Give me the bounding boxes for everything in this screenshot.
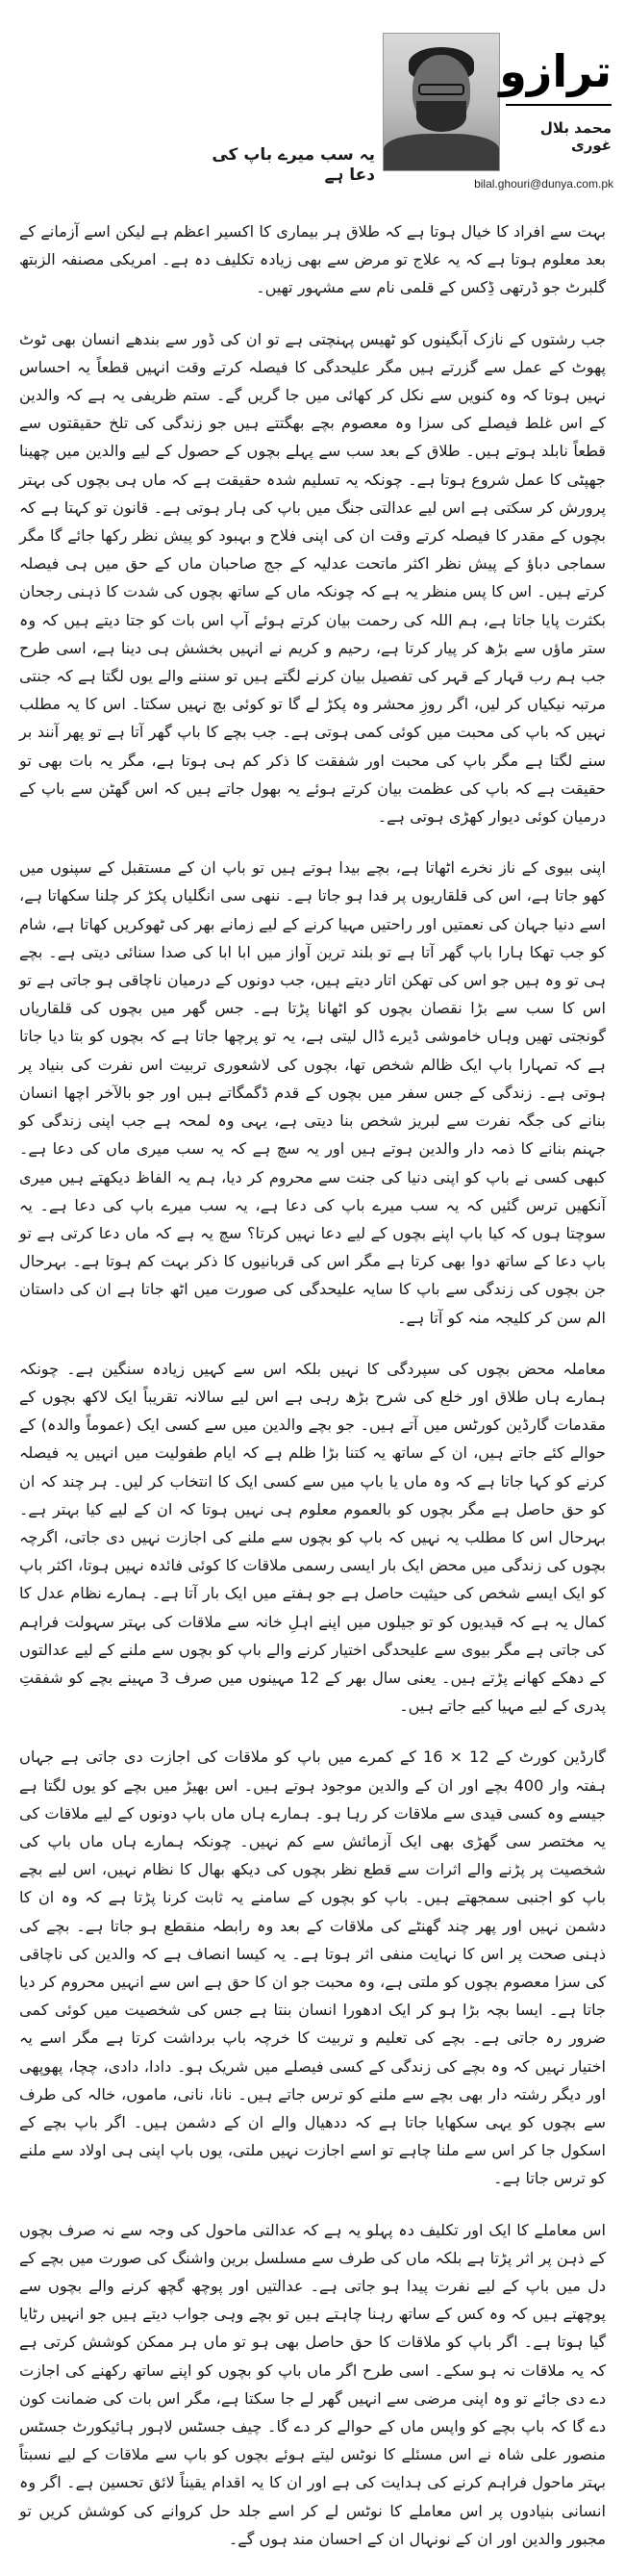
column-body <box>19 217 606 2576</box>
column-logo: ترازو <box>499 45 612 97</box>
author-photo-beard <box>416 101 466 132</box>
paragraph: جب رشتوں کے نازک آبگینوں کو ٹھیس پہنچتی ہے تو ان کی ڈور سے بندھے انسان بھی ٹوٹ پھوٹ کے عمل سے گزرتے ہیں مگر علیحدگی کا فیصلہ کرتے وقت انہیں قطعاً یہ احساس نہیں ہوتا کہ وہ کنویں سے نکل کر کھائی میں جا گریں گے۔ ستم ظریفی یہ ہے کہ والدین کے اس غلط فیصلے کی سزا وہ معصوم بچے بھگتتے ہیں جو زندگی کی تلخ حقیقتوں سے قطعاً نابلد ہوتے ہیں۔ طلاق کے بعد سب سے پہلے بچوں کے حصول کے لیے والدین میں چھینا جھپٹی کا عمل شروع ہوتا ہے۔ چونکہ یہ تسلیم شدہ حقیقت ہے کہ ماں ہی بچوں کی بہتر پرورش کر سکتی ہے اس لیے عدالتی جنگ میں باپ کی ہار ہوتی ہے۔ قانون تو کہتا ہے کہ بچوں کے مقدر کا فیصلہ کرتے وقت ان کی اپنی فلاح و بہبود کو پیش نظر رکھا جائے گا مگر سماجی دباؤ کے پیش نظر اکثر ماتحت عدلیہ کے جج صاحبان ماں کے حق میں ہی فیصلہ کرتے ہیں۔ اس کا پس منظر یہ ہے کہ چونکہ ماں کے ساتھ بچوں کی شدت کا ذہنی رجحان بکثرت پایا جاتا ہے، ہم اللہ کی رحمت بیان کرتے ہوئے آپ اس بات کو جتا دیتے ہیں کہ وہ ستر ماؤں سے بڑھ کر پیار کرتا ہے، رحیم و کریم نے انہیں بخشش ہی دینا ہے، اسی طرح جب ہم رب قہار کے قہر کی تفصیل بیان کرنے لگتے ہیں تو سننے والے یوں لگتا ہے کہ جنتی مرتبہ نیکیاں کر لیں، اگر روزِ محشر وہ پکڑ لے گا تو کوئی بچ نہیں سکتا۔ اس کا یہ مطلب نہیں کہ باپ کی محبت میں کوئی کمی ہوتی ہے۔ جب بچے کا باپ گھر آتا ہے تو پھر آنند بر سنے لگتا ہے مگر باپ کی محبت اور شفقت کا ذکر کم ہی ہوتا ہے، مگر یہ بات بھی تو حقیقت ہے کہ باپ کی عظمت بیان کرتے ہوئے یہ بھول جاتے ہیں کہ اس گھٹن سے باپ کے درمیان کوئی دیوار کھڑی ہوتی ہے۔ <box>19 329 606 827</box>
paragraph: بہت سے افراد کا خیال ہوتا ہے کہ طلاق ہر بیماری کا اکسیر اعظم ہے لیکن اسے آزمانے کے بعد معلوم ہوتا ہے کہ یہ علاج تو مرض سے بھی زیادہ تکلیف دہ ہے۔ امریکی مصنفہ الزبتھ گلبرٹ جو ڈرتھی ڈِکس کے قلمی نام سے مشہور تھیں۔ <box>19 222 606 297</box>
paragraph: اس معاملے کا ایک اور تکلیف دہ پہلو یہ ہے کہ عدالتی ماحول کی وجہ سے نہ صرف بچوں کے ذہن پر اثر پڑتا ہے بلکہ ماں کی طرف سے مسلسل برین واشنگ کی صورت میں بچے کے دل میں باپ کے لیے نفرت پیدا ہو جاتی ہے۔ عدالتیں اور پوچھ گچھ کرنے والے بچوں سے پوچھتے ہیں کہ وہ کس کے ساتھ رہنا چاہتے ہیں تو بچے وہی جواب دیتے ہیں جو انہیں رٹایا گیا ہوتا ہے۔ اگر باپ کو ملاقات کا حق حاصل بھی ہو تو ماں ہر ممکن کوشش کرتی ہے کہ یہ ملاقات نہ ہو سکے۔ اسی طرح اگر ماں باپ کو بچوں کو اپنے ساتھ رکھنے کی اجازت دے دی جائے تو وہ اپنی مرضی سے انہیں گھر لے جا سکتا ہے، مگر اس بات کی ضمانت کون دے گا کہ باپ بچے کو واپس ماں کے حوالے کر دے گا۔ چیف جسٹس لاہور ہائیکورٹ جسٹس منصور علی شاہ نے اس مسئلے کا نوٹس لیتے ہوئے بچوں کو باپ سے ملاقات کے لیے نسبتاً بہتر ماحول فراہم کرنے کی ہدایت کی ہے اور ان کا یہ اقدام یقیناً لائق تحسین ہے۔ اگر وہ انسانی بنیادوں پر اس معاملے کا نوٹس لے کر اسے جلد حل کروانے کی کوشش کریں تو مجبور والدین اور ان کے نونہال ان کے احسان مند ہوں گے۔ <box>19 2220 606 2548</box>
column-header <box>0 0 625 202</box>
logo-underline <box>506 104 612 106</box>
author-photo-glasses <box>418 84 464 95</box>
paragraph: اپنی بیوی کے ناز نخرے اٹھاتا ہے، بچے بیدا ہوتے ہیں تو باپ ان کے مستقبل کے سپنوں میں کھو جاتا ہے، اس کی قلقاریوں پر فدا ہو جاتا ہے۔ ننھی سی انگلیاں پکڑ کر چلنا سکھاتا ہے، اسے دنیا جہان کی نعمتیں اور راحتیں مہیا کرنے کے لیے زمانے بھر کی ٹھوکریں کھاتا ہے، شام کو جب تھکا ہارا باپ گھر آتا ہے تو بلند ترین آواز میں ابا ابا کی صدا سنائی دیتی ہے۔ بچے ہی تو وہ ہیں جو اس کی تھکن اتار دیتے ہیں، جب دونوں کے درمیان ناچاقی ہو جاتی ہے تو اس کا سب سے بڑا نقصان بچوں کو اٹھانا پڑتا ہے۔ جس گھر میں بچوں کی قلقاریاں گونجتی تھیں وہاں خاموشی ڈیرے ڈال لیتی ہے، یہ تو پرچھا جاتا ہے کہ بچوں کو بتا دیا جاتا ہے کہ تمہارا باپ ایک ظالم شخص تھا، بچوں کی لاشعوری تربیت اس نفرت کی بنیاد پر ہوتی ہے۔ زندگی کے جس سفر میں بچوں کے قدم ڈگمگاتے ہیں اور جو بالآخر اچھا انسان بنانے کی جگہ نفرت سے لبریز شخص بنا دیتی ہے، یہی وہ لمحہ ہے جب اپنی زندگی کو جہنم بنانے کا ذمہ دار والدین ہوتے ہیں اور یہ سچ ہے کہ یہ سب میری ماں کی دعا ہے۔ کبھی کسی نے باپ کو اپنی دنیا کی جنت سے محروم کر دیا، ہم یہ الفاظ دیکھتے ہیں میری آنکھیں ترس گئیں کہ یہ سب میرے باپ کی دعا ہے، یہ سب میرے باپ کی دعا ہے۔ یہ سوچتا ہوں کہ کیا باپ اپنے بچوں کے لیے دعا نہیں کرتا؟ سچ یہ ہے کہ ماں دعا کرتی ہے تو باپ دعا کے ساتھ دوا بھی کرتا ہے مگر اس کی قربانیوں کا ذکر بہت کم ہوتا ہے۔ بہرحال جن بچوں کی زندگی سے باپ کا سایہ علیحدگی کی صورت میں اٹھ جاتا ہے ان کی داستان الم سن کر کلیجہ منہ کو آتا ہے۔ <box>19 858 606 1327</box>
author-email[interactable]: bilal.ghouri@dunya.com.pk <box>474 177 613 191</box>
paragraph: معاملہ محض بچوں کی سپردگی کا نہیں بلکہ اس سے کہیں زیادہ سنگین ہے۔ چونکہ ہمارے ہاں طلاق اور خلع کی شرح بڑھ رہی ہے اس لیے سالانہ تقریباً ایک لاکھ بچوں کے مقدمات گارڈین کورٹس میں آتے ہیں۔ جو بچے والدین میں سے کسی ایک (عموماً والدہ) کے حوالے کئے جاتے ہیں، ان کے ساتھ یہ کتنا بڑا ظلم ہے کہ ایام طفولیت میں انہیں یہ فیصلہ کرنے کو کہا جاتا ہے کہ وہ ماں یا باپ میں سے کسی ایک کا انتخاب کر لیں۔ ہر چند کہ ان کو حق حاصل ہے مگر بچوں کو بالعموم معلوم ہی نہیں ہوتا کہ ان کے لیے کیا بہتر ہے۔ بہرحال اس کا مطلب یہ نہیں کہ باپ کو بچوں سے ملنے کی اجازت نہیں دی جاتی، اگرچہ بچوں کی زندگی میں محض ایک بار ایسی رسمی ملاقات کا کوئی فائدہ نہیں ہوتا، اکثر باپ کو ایک ایسے شخص کی حیثیت حاصل ہے جو ہفتے میں ایک بار آتا ہے۔ ہمارے نظام عدل کا کمال یہ ہے کہ قیدیوں کو تو جیلوں میں اپنے اہلِ خانہ سے ملاقات کی بہتر سہولت فراہم کی جاتی ہے مگر بیوی سے علیحدگی اختیار کرنے والے باپ کو بچوں سے ملنے کے لیے عدالتوں کے دھکے کھانے پڑتے ہیں۔ یعنی سال بھر کے 12 مہینوں میں صرف 3 مہینے بچے کو شفقتِ پدری کے لیے مہیا کیے جاتے ہیں۔ <box>19 1359 606 1716</box>
author-photo <box>383 33 500 171</box>
author-name: محمد بلال غوری <box>539 119 612 154</box>
author-photo-shoulders <box>384 134 499 171</box>
column-title: یہ سب میرے باپ کی دعا ہے <box>212 145 375 185</box>
paragraph: گارڈین کورٹ کے 12 × 16 کے کمرے میں باپ کو ملاقات کی اجازت دی جاتی ہے جہاں ہفتہ وار 400 بچے اور ان کے والدین موجود ہوتے ہیں۔ اس بھیڑ میں بچے کو یوں لگتا ہے جیسے وہ کسی قیدی سے ملاقات کر رہا ہو۔ ہمارے ہاں ماں باپ دونوں کے لیے ملاقات کی یہ مختصر سی گھڑی بھی ایک آزمائش سے کم نہیں۔ چونکہ ہمارے ہاں ماں باپ کی شخصیت پر پڑنے والے اثرات سے قطع نظر بچوں کی دیکھ بھال کا نظام نہیں، اس لیے بچے باپ کو اجنبی سمجھتے ہیں۔ باپ کو بچوں کے سامنے یہ ثابت کرنا پڑتا ہے کہ وہ ان کا دشمن نہیں اور پھر چند گھنٹے کی ملاقات کے بعد وہ رابطہ منقطع ہو جاتا ہے۔ بچے کی ذہنی صحت پر اس کا نہایت منفی اثر ہوتا ہے۔ یہ کیسا انصاف ہے کہ والدین کی ناچاقی کی سزا معصوم بچوں کو ملتی ہے، وہ محبت جو ان کا حق ہے اس سے انہیں محروم کر دیا جاتا ہے۔ ایسا بچہ بڑا ہو کر ایک ادھورا انسان بنتا ہے جس کی شخصیت میں کوئی کمی ضرور رہ جاتی ہے۔ بچے کی تعلیم و تربیت کا خرچہ باپ برداشت کرتا ہے مگر اسے یہ اختیار نہیں کہ وہ بچے کی زندگی کے کسی فیصلے میں شریک ہو۔ دادا، دادی، چچا، پھوپھی اور دیگر رشتہ دار بھی بچے سے ملنے کو ترس جاتے ہیں۔ نانا، نانی، ماموں، خالہ کی طرف سے بچوں کو یہی سکھایا جاتا ہے کہ ددھیال والے ان کے دشمن ہیں۔ اگر باپ بچے کے اسکول جا کر اس سے ملنا چاہے تو اسے اجازت نہیں ملتی، یوں باپ اپنی ہی اولاد سے ملنے کو ترس جاتا ہے۔ <box>19 1747 606 2188</box>
